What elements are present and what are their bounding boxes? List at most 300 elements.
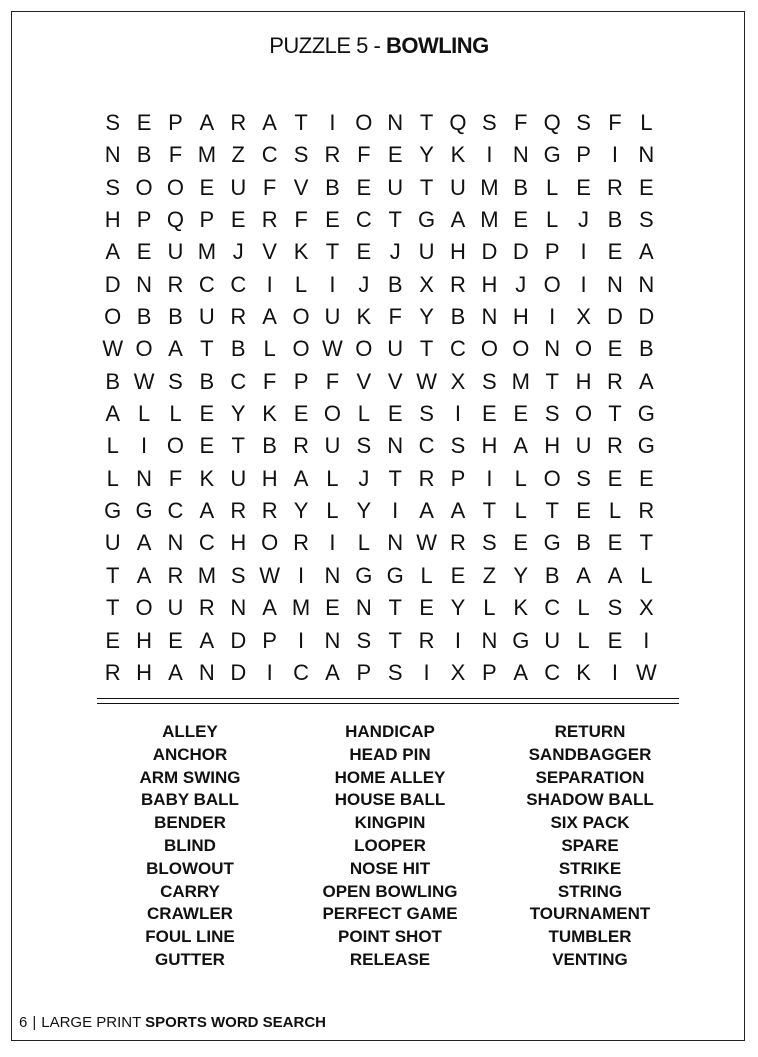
word-item: VENTING [552, 949, 628, 969]
grid-letter: M [480, 207, 499, 233]
grid-letter: C [293, 659, 309, 685]
grid-letter: O [512, 336, 530, 362]
grid-letter: R [167, 271, 184, 297]
word-item: ARM SWING [139, 767, 241, 787]
grid-letter: E [607, 239, 623, 265]
grid-letter: I [423, 659, 430, 685]
grid-letter: C [167, 498, 184, 524]
grid-letter: F [608, 110, 622, 135]
grid-letter: F [262, 174, 277, 200]
grid-letter: O [166, 433, 185, 459]
grid-letter: B [325, 174, 340, 200]
grid-letter: E [356, 239, 372, 265]
grid-letter: B [136, 304, 152, 330]
grid-letter: L [608, 498, 622, 524]
grid-letter: C [450, 336, 466, 362]
word-item: RELEASE [349, 949, 431, 969]
grid-letter: I [329, 110, 336, 135]
grid-letter: E [607, 336, 623, 362]
grid-letter: E [387, 142, 403, 168]
grid-letter: B [513, 174, 529, 200]
grid-letter: W [416, 368, 437, 394]
grid-letter: S [482, 530, 497, 556]
grid-letter: T [294, 110, 308, 135]
grid-letter: T [545, 498, 559, 524]
grid-letter: O [166, 174, 185, 200]
grid-letter: F [262, 368, 277, 394]
title-prefix: PUZZLE 5 - [269, 33, 386, 58]
grid-letter: B [230, 336, 246, 362]
grid-letter: Y [450, 595, 466, 621]
word-item: ANCHOR [152, 744, 228, 764]
grid-letter: A [513, 659, 529, 685]
grid-letter: S [450, 433, 466, 459]
grid-letter: K [199, 465, 215, 491]
grid-letter: W [102, 336, 124, 362]
grid-letter: M [197, 142, 217, 168]
grid-letter: N [544, 336, 561, 362]
grid-letter: R [230, 304, 247, 330]
grid-letter: G [512, 627, 530, 653]
grid-letter: U [544, 627, 561, 653]
grid-letter: J [358, 271, 370, 297]
grid-letter: Q [449, 110, 467, 135]
grid-letter: T [388, 465, 402, 491]
grid-letter: K [262, 401, 277, 427]
grid-letter: L [294, 271, 308, 297]
grid-letter: O [543, 271, 561, 297]
grid-letter: E [199, 174, 215, 200]
grid-letter: V [356, 368, 372, 394]
grid-letter: W [259, 562, 281, 588]
grid-letter: R [198, 595, 215, 621]
grid-letter: B [544, 562, 560, 588]
grid-letter: H [261, 465, 278, 491]
grid-letter: C [230, 271, 247, 297]
grid-letter: P [450, 465, 466, 491]
grid-letter: R [230, 110, 247, 135]
grid-letter: Y [513, 562, 529, 588]
grid-letter: P [168, 110, 183, 135]
grid-letter: R [261, 498, 278, 524]
word-column [490, 721, 690, 972]
grid-letter: P [544, 239, 560, 265]
grid-letter: P [576, 142, 591, 168]
footer-separator: | [32, 1014, 37, 1031]
grid-letter: E [638, 174, 654, 200]
grid-letter: R [418, 465, 435, 491]
word-item: NOSE HIT [349, 858, 431, 878]
word-item: STRING [557, 881, 623, 901]
grid-letter: M [511, 368, 530, 394]
grid-letter: E [513, 207, 529, 233]
grid-letter: B [576, 530, 591, 556]
grid-letter: A [199, 498, 215, 524]
grid-letter: U [230, 174, 247, 200]
grid-letter: A [293, 465, 309, 491]
grid-letter: L [326, 465, 339, 491]
page-number: 6 [19, 1014, 28, 1031]
grid-letter: A [168, 659, 183, 685]
grid-letter: U [104, 530, 121, 556]
grid-letter: R [293, 530, 309, 556]
grid-letter: U [198, 304, 215, 330]
grid-letter: A [638, 239, 654, 265]
grid-letter: H [230, 530, 247, 556]
grid-letter: R [638, 498, 655, 524]
grid-letter: I [297, 562, 305, 588]
grid-letter: H [136, 659, 153, 685]
grid-letter: H [481, 271, 498, 297]
grid-letter: N [230, 595, 247, 621]
grid-letter: N [638, 142, 655, 168]
grid-letter: I [549, 304, 556, 330]
grid-letter: O [135, 174, 153, 200]
grid-letter: H [104, 207, 121, 233]
grid-letter: S [105, 110, 121, 135]
grid-letter: E [199, 433, 215, 459]
grid-letter: U [450, 174, 466, 200]
grid-letter: A [136, 562, 152, 588]
word-item: SHADOW BALL [526, 790, 654, 810]
grid-letter: E [576, 498, 591, 524]
grid-letter: P [356, 659, 372, 685]
grid-letter: U [230, 465, 247, 491]
grid-letter: E [607, 530, 623, 556]
grid-letter: K [293, 239, 309, 265]
divider-line [97, 703, 679, 704]
grid-letter: U [387, 336, 404, 362]
word-item: FOUL LINE [145, 927, 235, 947]
grid-letter: B [136, 142, 152, 168]
grid-letter: G [637, 401, 655, 427]
grid-letter: I [486, 142, 493, 168]
grid-letter: I [266, 271, 273, 297]
grid-letter: A [199, 110, 215, 135]
letter-grid [97, 107, 662, 689]
grid-letter: C [544, 659, 561, 685]
grid-letter: T [419, 174, 434, 200]
grid-letter: I [486, 465, 493, 491]
grid-letter: E [607, 465, 623, 491]
grid-letter: U [324, 433, 341, 459]
grid-letter: H [136, 627, 153, 653]
grid-letter: E [576, 174, 591, 200]
word-item: HOME ALLEY [334, 767, 446, 787]
grid-letter: S [356, 433, 372, 459]
grid-letter: P [293, 368, 309, 394]
grid-letter: R [261, 207, 278, 233]
grid-letter: Y [230, 401, 246, 427]
grid-letter: B [450, 304, 466, 330]
grid-letter: N [481, 627, 498, 653]
grid-letter: L [420, 562, 433, 588]
grid-letter: G [355, 562, 373, 588]
grid-letter: N [324, 562, 341, 588]
grid-letter: Z [231, 142, 245, 168]
grid-letter: K [356, 304, 372, 330]
grid-letter: I [580, 271, 587, 297]
grid-letter: E [513, 530, 529, 556]
grid-letter: C [418, 433, 435, 459]
grid-letter: D [481, 239, 498, 265]
grid-letter: D [607, 304, 623, 330]
word-item: SIX PACK [550, 813, 630, 833]
grid-letter: S [293, 142, 309, 168]
grid-letter: Y [356, 498, 372, 524]
grid-letter: T [325, 239, 340, 265]
grid-letter: E [513, 401, 529, 427]
grid-letter: X [419, 271, 434, 297]
grid-letter: H [481, 433, 498, 459]
grid-letter: S [105, 174, 121, 200]
grid-letter: T [388, 595, 402, 621]
grid-letter: E [230, 207, 246, 233]
book-title: SPORTS WORD SEARCH [145, 1014, 327, 1031]
grid-letter: O [135, 595, 153, 621]
grid-letter: D [104, 271, 121, 297]
grid-letter: O [480, 336, 498, 362]
grid-letter: S [544, 401, 560, 427]
word-item: SANDBAGGER [528, 744, 652, 764]
grid-letter: A [199, 627, 215, 653]
grid-letter: O [292, 336, 310, 362]
grid-letter: A [450, 498, 466, 524]
grid-letter: N [355, 595, 372, 621]
grid-letter: A [168, 336, 183, 362]
word-item: STRIKE [558, 858, 622, 878]
grid-letter: L [326, 498, 339, 524]
grid-letter: S [168, 368, 183, 394]
grid-letter: T [608, 401, 622, 427]
grid-letter: N [481, 304, 498, 330]
grid-letter: I [329, 530, 336, 556]
grid-letter: C [198, 530, 215, 556]
word-item: OPEN BOWLING [322, 881, 458, 901]
grid-letter: P [262, 627, 277, 653]
grid-letter: R [293, 433, 309, 459]
grid-letter: O [355, 336, 373, 362]
word-item: BENDER [154, 813, 226, 833]
grid-letter: B [387, 271, 403, 297]
grid-letter: M [197, 562, 217, 588]
puzzle-title [0, 33, 758, 59]
grid-letter: S [576, 110, 591, 135]
grid-letter: T [639, 530, 654, 556]
grid-letter: G [104, 498, 122, 524]
grid-letter: S [387, 659, 403, 685]
grid-letter: T [482, 498, 497, 524]
grid-letter: E [387, 401, 403, 427]
grid-letter: Q [543, 110, 561, 135]
grid-letter: T [105, 562, 120, 588]
grid-letter: R [450, 271, 466, 297]
grid-letter: N [104, 142, 121, 168]
grid-letter: O [574, 336, 593, 362]
grid-letter: Z [482, 562, 497, 588]
grid-letter: E [450, 562, 466, 588]
grid-letter: O [355, 110, 373, 135]
grid-letter: E [105, 627, 121, 653]
word-item: HANDICAP [345, 722, 435, 741]
grid-letter: F [294, 207, 308, 233]
grid-letter: L [357, 401, 370, 427]
grid-letter: K [576, 659, 591, 685]
grid-letter: F [357, 142, 371, 168]
grid-letter: N [136, 271, 153, 297]
grid-letter: U [575, 433, 592, 459]
grid-letter: C [544, 595, 561, 621]
word-item: BLOWOUT [146, 858, 234, 878]
grid-letter: O [574, 401, 593, 427]
word-item: BLIND [164, 835, 216, 855]
grid-letter: P [482, 659, 497, 685]
grid-letter: R [324, 142, 341, 168]
grid-letter: I [643, 627, 650, 653]
grid-letter: A [607, 562, 623, 588]
grid-letter: Q [166, 207, 185, 233]
grid-letter: G [418, 207, 436, 233]
grid-letter: E [482, 401, 497, 427]
grid-letter: N [387, 433, 404, 459]
grid-letter: F [168, 465, 183, 491]
grid-letter: N [512, 142, 529, 168]
grid-letter: X [450, 368, 466, 394]
grid-letter: N [198, 659, 215, 685]
grid-letter: L [106, 433, 119, 459]
grid-letter: A [419, 498, 434, 524]
grid-letter: L [357, 530, 370, 556]
word-item: GUTTER [155, 949, 225, 969]
grid-letter: I [454, 627, 462, 653]
grid-letter: I [392, 498, 399, 524]
word-item: HOUSE BALL [334, 790, 446, 810]
grid-letter: E [419, 595, 434, 621]
grid-letter: R [230, 498, 247, 524]
grid-letter: T [200, 336, 214, 362]
grid-letter: L [640, 110, 653, 135]
grid-letter: B [262, 433, 277, 459]
grid-letter: L [577, 595, 590, 621]
grid-letter: A [450, 207, 466, 233]
grid-letter: H [512, 304, 529, 330]
grid-letter: H [575, 368, 592, 394]
grid-letter: Y [419, 304, 434, 330]
grid-letter: T [545, 368, 559, 394]
grid-letter: P [199, 207, 215, 233]
grid-letter: E [168, 627, 183, 653]
word-item: PERFECT GAME [322, 904, 458, 924]
grid-letter: T [388, 627, 402, 653]
grid-letter: L [514, 465, 527, 491]
grid-letter: E [325, 595, 340, 621]
grid-letter: C [261, 142, 278, 168]
grid-letter: D [230, 627, 247, 653]
grid-letter: U [324, 304, 341, 330]
grid-letter: I [580, 239, 587, 265]
grid-letter: K [450, 142, 466, 168]
grid-letter: E [293, 401, 309, 427]
grid-letter: P [136, 207, 152, 233]
word-list [90, 721, 690, 972]
word-item: ALLEY [162, 722, 218, 741]
page-footer [19, 1014, 326, 1031]
grid-letter: U [387, 174, 404, 200]
grid-letter: J [232, 239, 244, 265]
grid-letter: Y [293, 498, 309, 524]
grid-letter: U [167, 595, 184, 621]
grid-letter: N [387, 110, 404, 135]
grid-letter: A [262, 304, 277, 330]
grid-letter: F [514, 110, 528, 135]
grid-letter: A [513, 433, 529, 459]
grid-letter: S [419, 401, 434, 427]
grid-letter: R [104, 659, 121, 685]
grid-letter: L [106, 465, 119, 491]
grid-letter: E [325, 207, 340, 233]
grid-letter: D [512, 239, 529, 265]
grid-letter: X [450, 659, 466, 685]
grid-letter: F [168, 142, 183, 168]
grid-letter: A [325, 659, 340, 685]
grid-letter: W [635, 659, 657, 685]
grid-letter: J [389, 239, 401, 265]
grid-letter: S [356, 627, 372, 653]
grid-letter: O [104, 304, 122, 330]
grid-letter: V [262, 239, 277, 265]
grid-letter: Y [419, 142, 434, 168]
grid-letter: E [356, 174, 372, 200]
word-item: POINT SHOT [338, 927, 442, 947]
grid-letter: L [169, 401, 182, 427]
grid-letter: S [230, 562, 246, 588]
grid-letter: L [546, 207, 559, 233]
grid-letter: A [105, 401, 121, 427]
grid-letter: D [638, 304, 655, 330]
grid-letter: I [611, 142, 618, 168]
grid-letter: B [168, 304, 183, 330]
grid-letter: T [231, 433, 245, 459]
grid-letter: X [638, 595, 654, 621]
grid-letter: J [358, 465, 370, 491]
word-item: TUMBLER [548, 927, 632, 947]
grid-letter: O [261, 530, 279, 556]
grid-letter: L [483, 595, 496, 621]
grid-letter: V [387, 368, 403, 394]
grid-letter: W [416, 530, 437, 556]
grid-letter: O [323, 401, 341, 427]
grid-letter: C [198, 271, 215, 297]
grid-letter: G [386, 562, 404, 588]
grid-letter: C [355, 207, 372, 233]
grid-letter: E [638, 465, 654, 491]
word-item: BABY BALL [141, 790, 239, 810]
grid-letter: R [167, 562, 184, 588]
divider-line [97, 698, 679, 699]
word-item: SPARE [561, 835, 619, 855]
grid-letter: K [513, 595, 529, 621]
grid-letter: A [638, 368, 654, 394]
grid-letter: S [482, 110, 497, 135]
grid-letter: N [387, 530, 404, 556]
grid-letter: T [105, 595, 120, 621]
grid-letter: I [329, 271, 336, 297]
word-item: KINGPIN [354, 813, 426, 833]
word-item: LOOPER [354, 835, 426, 855]
grid-letter: X [576, 304, 591, 330]
grid-letter: T [419, 110, 434, 135]
grid-letter: A [262, 595, 277, 621]
